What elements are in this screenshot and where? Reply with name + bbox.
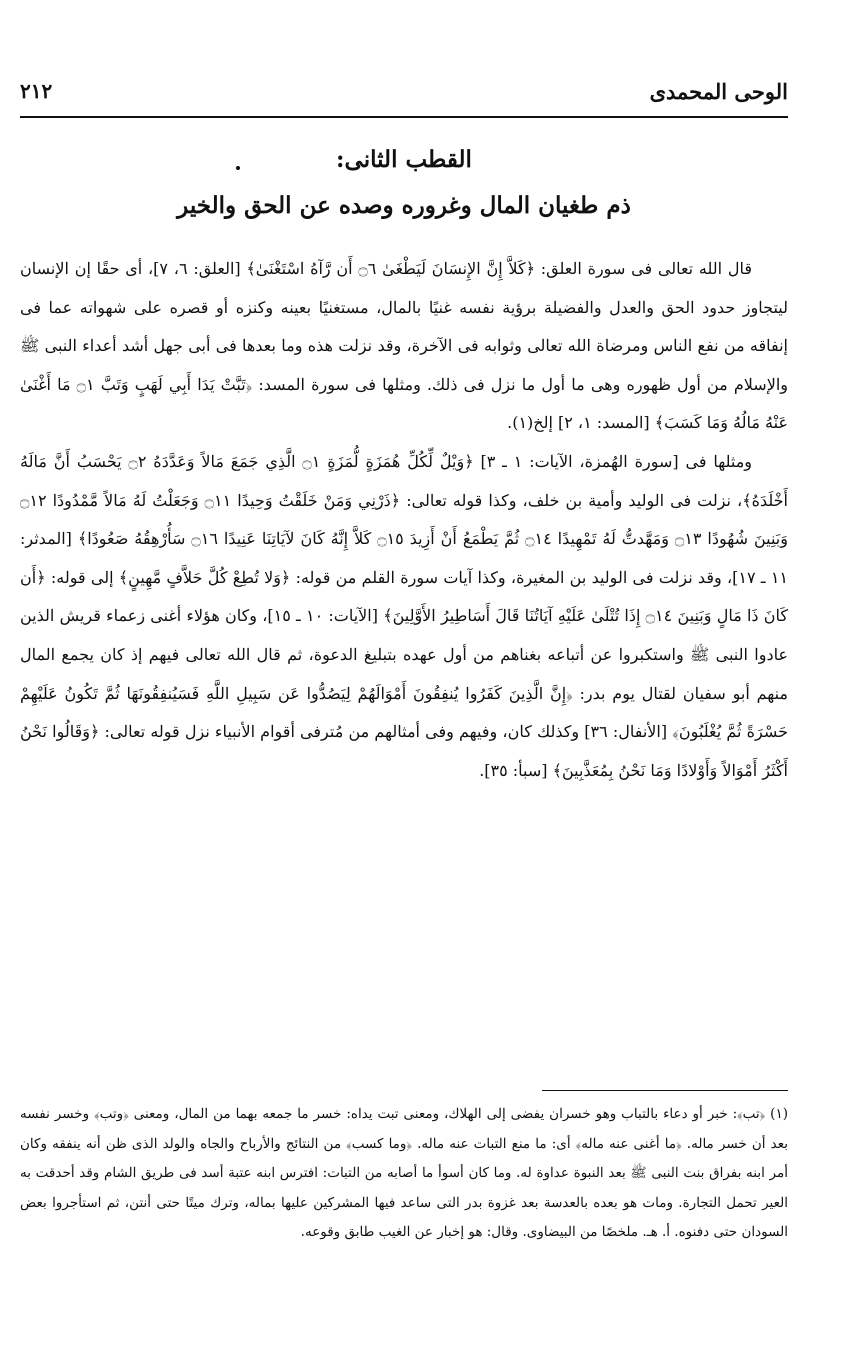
paragraph: قال الله تعالى فى سورة العلق: ﴿كَلاَّ إِنَّ الإِنسَانَ لَيَطْغَىٰ ۝٦ أَن رَّآهُ اسْتَغْنَىٰ﴾ [العلق: ٦، ٧]، أى حقًا إن الإنسان ليتجاوز حدود الحق والعدل والفضيلة برؤية نفسه غنيًا بالمال، مستغنيًا بعينه وكنزه أو قصره على شهواته عما فى إنفاقه من نفع الناس ومرضاة الله تعالى وثوابه فى الآخرة، وقد نزلت هذه وما بعدها فى أبى جهل أشد أعداء النبى ﷺ والإسلام من أول ظهوره وهى ما أول ما نزل فى ذلك. ومثلها فى سورة المسد: ﴿تَبَّتْ يَدَا أَبِي لَهَبٍ وَتَبَّ ۝١ مَا أَغْنَىٰ عَنْهُ مَالُهُ وَمَا كَسَبَ﴾ [المسد: ١، ٢] إلخ(١).	[20, 259, 788, 433]
footnote	[20, 1100, 788, 1330]
section-heading: القطب الثانى:	[336, 146, 472, 173]
paragraph: ومثلها فى [سورة الهُمزة، الآيات: ١ ـ ٣] ﴿وَيْلٌ لِّكُلِّ هُمَزَةٍ لُّمَزَةٍ ۝١ الَّذِي جَمَعَ مَالاً وَعَدَّدَهُ ۝٢ يَحْسَبُ أَنَّ مَالَهُ أَخْلَدَهُ﴾، نزلت فى الوليد وأمية بن خلف، وكذا قوله تعالى: ﴿ذَرْنِي وَمَنْ خَلَقْتُ وَحِيدًا ۝١١ وَجَعَلْتُ لَهُ مَالاً مَّمْدُودًا ۝١٢ وَبَنِينَ شُهُودًا ۝١٣ وَمَهَّدتُّ لَهُ تَمْهِيدًا ۝١٤ ثُمَّ يَطْمَعُ أَنْ أَزِيدَ ۝١٥ كَلاَّ إِنَّهُ كَانَ لآيَاتِنَا عَنِيدًا ۝١٦ سَأُرْهِقُهُ صَعُودًا﴾ [المدثر: ١١ ـ ١٧]، وقد نزلت فى الوليد بن المغيرة، وكذا آيات سورة القلم من قوله: ﴿وَلا تُطِعْ كُلَّ حَلاَّفٍ مَّهِينٍ﴾ إلى قوله: ﴿أَن كَانَ ذَا مَالٍ وَبَنِينَ ۝١٤ إِذَا تُتْلَىٰ عَلَيْهِ آيَاتُنَا قَالَ أَسَاطِيرُ الأَوَّلِينَ﴾ [الآيات: ١٠ ـ ١٥]، وكان هؤلاء أغنى زعماء قريش الذين عادوا النبى ﷺ واستكبروا عن أتباعه بغناهم من أول عهده بتبليغ الدعوة، ثم قال الله تعالى فيهم إذ كان يجمع المال منهم أبو سفيان لقتال يوم بدر: ﴿إِنَّ الَّذِينَ كَفَرُوا يُنفِقُونَ أَمْوَالَهُمْ لِيَصُدُّوا عَن سَبِيلِ اللَّهِ فَسَيُنفِقُونَهَا ثُمَّ تَكُونُ عَلَيْهِمْ حَسْرَةً ثُمَّ يُغْلَبُونَ﴾ [الأنفال: ٣٦] وكذلك كان، وفيهم وفى أمثالهم من مُترفى أقوام الأنبياء نزل قوله تعالى: ﴿وَقَالُوا نَحْنُ أَكْثَرُ أَمْوَالاً وَأَوْلادًا وَمَا نَحْنُ بِمُعَذَّبِينَ﴾ [سبأ: ٣٥].	[20, 451, 788, 780]
page-number: ٢١٢	[20, 79, 53, 103]
page-header	[20, 66, 788, 118]
stray-dot	[236, 166, 240, 170]
running-title: الوحى المحمدى	[649, 78, 788, 104]
footnote-text: (١) ﴿تب﴾: خبر أو دعاء بالتباب وهو خسران يفضى إلى الهلاك، ومعنى تبت يداه: خسر ما جمعه بهما من المال، ومعنى ﴿وتب﴾ وخسر نفسه بعد أن خسر ماله. ﴿ما أغنى عنه ماله﴾ أى: ما منع التبات عنه ماله. ﴿وما كسب﴾ من النتائج والأرباح والجاه والولد الذى ظن أنه ينفقه وكان أمر ابنه بفراق بنت النبى ﷺ بعد النبوة عداوة له. وما كان أسوأ ما أصابه من التبات: افترس ابنه عتبة أسد فى طريق الشام وقد أحدقت به العير تحمل التجارة. ومات هو بعده بالعدسة بعد غزوة بدر التى ساعد فيها المشركين عليها بماله، وترك ميتًا حتى أنتن، ثم استأجروا بعض السودان حتى دفنوه. أ. هـ. ملخصًا من البيضاوى. وقال: هو إخبار عن الغيب طابق وقوعه.	[20, 1106, 788, 1240]
section-subheading: ذم طغيان المال وغروره وصده عن الحق والخير	[177, 192, 631, 219]
footnote-divider	[542, 1090, 788, 1091]
body-text	[20, 250, 788, 1065]
